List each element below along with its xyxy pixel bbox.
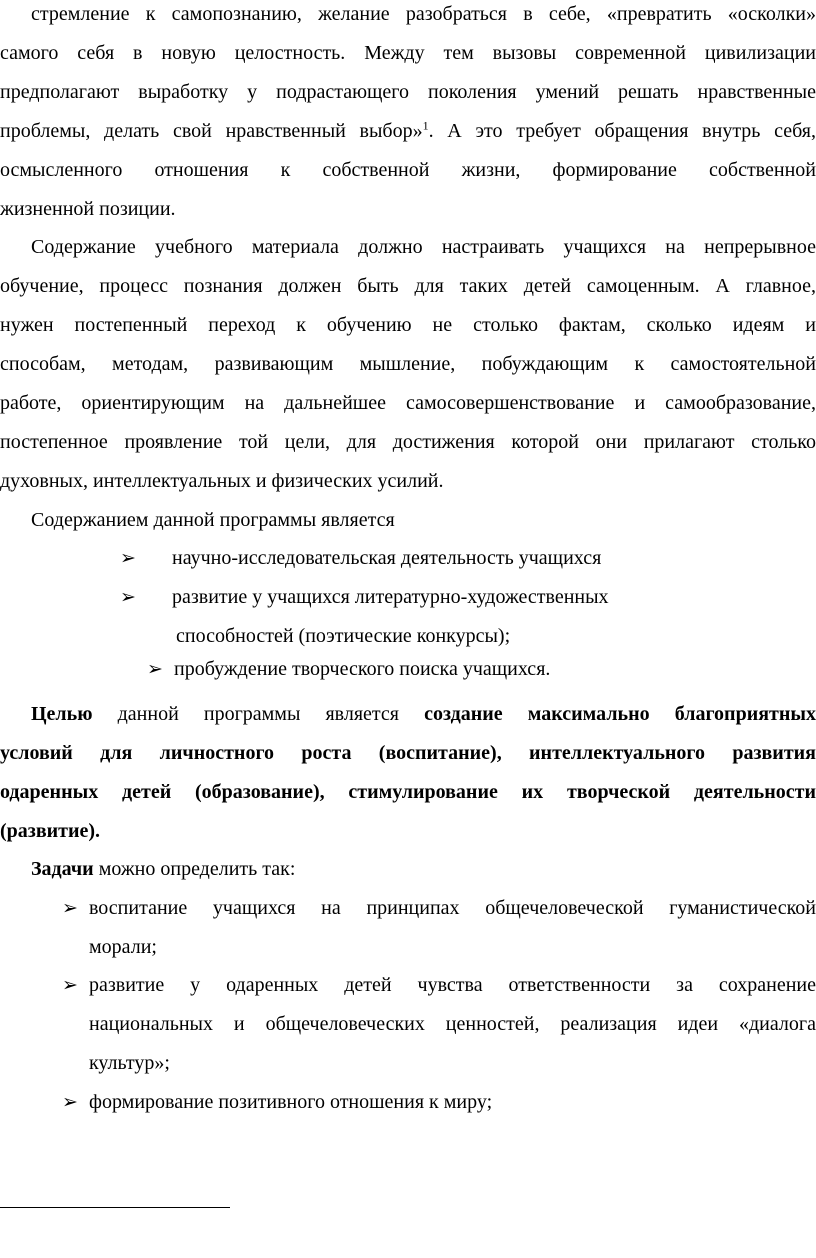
- task-2-line-2: национальных и общечеловеческих ценностей, реализация идеи «диалога: [89, 1013, 816, 1035]
- tasks-label: Задачи: [31, 858, 94, 880]
- goal-line-3: одаренных детей (образование), стимулирование их творческой деятельности: [0, 781, 816, 803]
- footnote-marker: 1: [422, 118, 429, 133]
- paragraph-1-line-1: стремление к самопознанию, желание разобраться в себе, «превратить «осколки»: [31, 3, 816, 25]
- tasks-intro-text: можно определить так:: [98, 858, 296, 880]
- task-3: формирование позитивного отношения к миру;: [89, 1091, 493, 1113]
- paragraph-2-line-3: нужен постепенный переход к обучению не столько фактам, сколько идеям и: [0, 314, 816, 336]
- arrowhead-bullet-icon: ➢: [120, 548, 136, 569]
- goal-line-4: (развитие).: [0, 820, 101, 842]
- task-1-line-1: воспитание учащихся на принципах общечеловеческой гуманистической: [89, 897, 816, 919]
- paragraph-1-line-4: [0, 119, 816, 143]
- paragraph-1-line-4-text: проблемы, делать свой нравственный выбор»: [0, 120, 423, 142]
- paragraph-2-line-7: духовных, интеллектуальных и физических усилий.: [0, 470, 444, 492]
- footnote-separator: [0, 1207, 230, 1208]
- arrowhead-bullet-icon: ➢: [62, 975, 78, 996]
- content-item-2-continued: способностей (поэтические конкурсы);: [176, 625, 511, 647]
- task-2-line-1: развитие у одаренных детей чувства ответственности за сохранение: [89, 974, 816, 996]
- paragraph-1-line-3: предполагают выработку у подрастающего поколения умений решать нравственные: [0, 81, 816, 103]
- paragraph-1-line-5: осмысленного отношения к собственной жизни, формирование собственной: [0, 159, 816, 181]
- arrowhead-bullet-icon: ➢: [62, 898, 78, 919]
- goal-label: Целью: [31, 703, 93, 725]
- paragraph-2-line-1: Содержание учебного материала должно настраивать учащихся на непрерывное: [31, 236, 816, 258]
- goal-line-1-bold: создание максимально благоприятных: [424, 703, 816, 725]
- content-item-1: научно-исследовательская деятельность учащихся: [172, 547, 602, 569]
- paragraph-2-line-5: работе, ориентирующим на дальнейшее самосовершенствование и самообразование,: [0, 392, 816, 414]
- paragraph-1-line-2: самого себя в новую целостность. Между тем вызовы современной цивилизации: [0, 42, 816, 64]
- paragraph-1-line-4-rest: . А это требует обращения внутрь себя,: [428, 120, 816, 142]
- tasks-intro: [31, 857, 295, 881]
- content-item-3: пробуждение творческого поиска учащихся.: [174, 658, 551, 680]
- arrowhead-bullet-icon: ➢: [147, 659, 163, 680]
- paragraph-2-line-2: обучение, процесс познания должен быть для таких детей самоценным. А главное,: [0, 275, 816, 297]
- paragraph-2-line-4: способам, методам, развивающим мышление, побуждающим к самостоятельной: [0, 353, 816, 375]
- goal-line-1: [31, 702, 816, 726]
- task-2-line-3: культур»;: [89, 1052, 170, 1074]
- content-item-2: развитие у учащихся литературно-художественных: [172, 586, 609, 608]
- goal-line-1-text: данной программы является: [117, 703, 399, 725]
- task-1-line-2: морали;: [89, 936, 157, 958]
- arrowhead-bullet-icon: ➢: [120, 587, 136, 608]
- goal-line-2: условий для личностного роста (воспитание), интеллектуального развития: [0, 742, 816, 764]
- content-intro: Содержанием данной программы является: [31, 509, 395, 531]
- paragraph-1-line-6: жизненной позиции.: [0, 198, 176, 220]
- paragraph-2-line-6: постепенное проявление той цели, для достижения которой они прилагают столько: [0, 431, 816, 453]
- arrowhead-bullet-icon: ➢: [62, 1092, 78, 1113]
